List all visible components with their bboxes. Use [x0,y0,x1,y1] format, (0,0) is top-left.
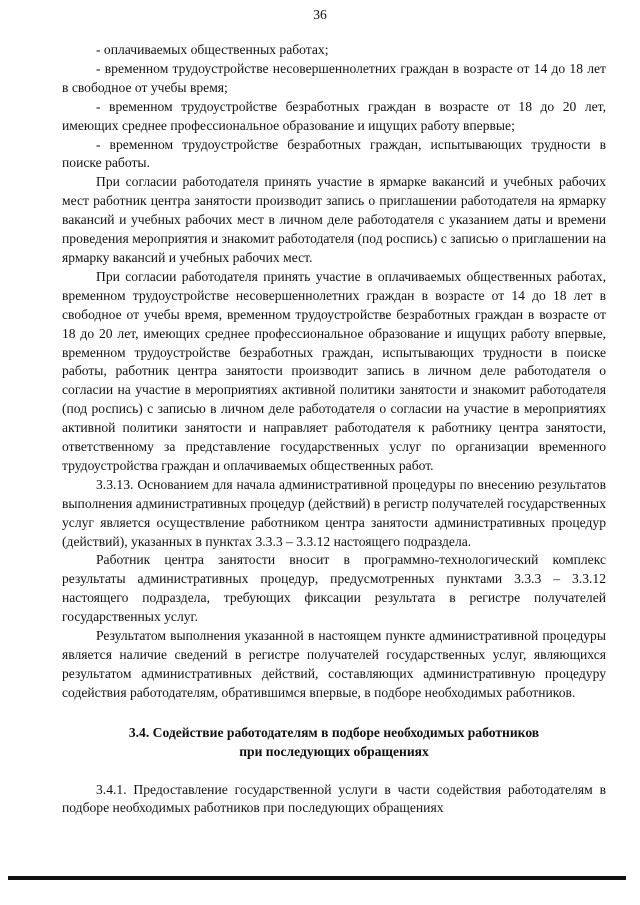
section-heading-3-4 [62,724,606,762]
paragraph-job-fair-consent: При согласии работодателя принять участие в ярмарке вакансий и учебных рабочих мест работник центра занятости производит запись о приглашении работодателя на ярмарку вакансий и учебных рабочих мест в личном деле работодателя с указанием даты и времени проведения мероприятия и знакомит работодателя (под роспись) с записью о приглашении на ярмарку вакансий и учебных рабочих мест. [62,174,606,265]
page-number: 36 [313,7,327,22]
list-item-unemployed-18-20: - временном трудоустройстве безработных граждан в возрасте от 18 до 20 лет, имеющих среднее профессиональное образование и ищущих работу впервые; [62,98,606,133]
section-heading-line-2: при последующих обращениях [239,743,429,759]
paragraph-registry-entry: Работник центра занятости вносит в программно-технологический комплекс результаты административных процедур, предусмотренных пунктами 3.3.3 – 3.3.12 настоящего подраздела, требующих фиксации результата в регистре получателей государственных услуг. [62,552,606,625]
list-item-paid-public-works: - оплачиваемых общественных работах; [96,42,329,57]
bottom-scan-line [8,876,626,880]
paragraph-3-4-1: 3.4.1. Предоставление государственной услуги в части содействия работодателям в подборе необходимых работников при последующих обращениях [62,781,606,816]
list-item-minors-employment: - временном трудоустройстве несовершеннолетних граждан в возрасте от 14 до 18 лет в свободное от учебы время; [62,60,606,95]
paragraph-public-works-consent: При согласии работодателя принять участие в оплачиваемых общественных работах, временном трудоустройстве несовершеннолетних граждан в возрасте от 14 до 18 лет в свободное от учебы время, временном трудоустройстве безработных граждан в возрасте от 18 до 20 лет, имеющих среднее профессиональное образование и ищущих работу впервые, временном трудоустройстве безработных граждан, испытывающих трудности в поиске работы, работник центра занятости производит запись в личном деле работодателя о согласии на участие в мероприятиях активной политики занятости и знакомит работодателя (под роспись) с записью в личном деле работодателя о согласии на участие в мероприятиях активной политики занятости и направляет работодателя к работнику центра занятости, ответственному за представление государственных услуг по организации временного трудоустройства граждан и оплачиваемых общественных работ. [62,268,606,473]
list-item-unemployed-difficulties: - временном трудоустройстве безработных граждан, испытывающих трудности в поиске работы. [62,136,606,171]
paragraph-3-3-13: 3.3.13. Основанием для начала административной процедуры по внесению результатов выполнения административных процедур (действий) в регистр получателей государственных услуг является осуществление работником центра занятости административных процедур (действий), указанных в пунктах 3.3.3 – 3.3.12 настоящего подраздела. [62,476,606,549]
document-body [62,41,606,818]
paragraph-procedure-result: Результатом выполнения указанной в настоящем пункте административной процедуры является наличие сведений в регистре получателей государственных услуг, являющихся результатом административных действий, составляющих административную процедуру содействия работодателям, обратившимся впервые, в подборе необходимых работников. [62,628,606,700]
section-heading-line-1: 3.4. Содействие работодателям в подборе необходимых работников [128,724,540,740]
